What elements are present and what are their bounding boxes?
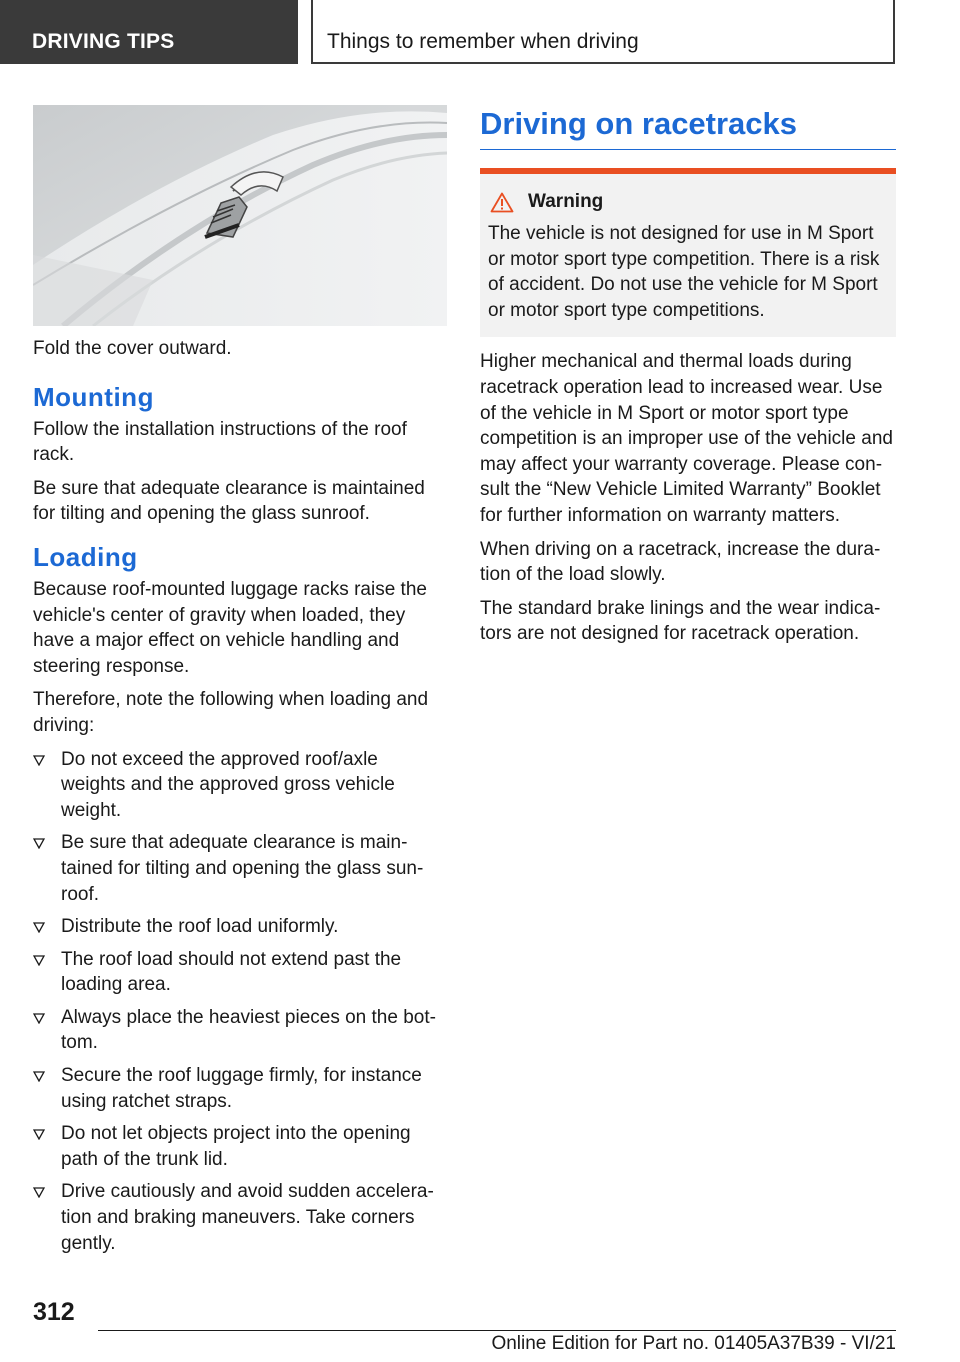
list-item-text: Always place the heaviest pieces on the bottom. — [61, 1006, 436, 1054]
left-column — [33, 105, 447, 1263]
warning-box — [480, 168, 896, 337]
list-item-text: Drive cautiously and avoid sudden acceleration and braking maneuvers. Take corners gently. — [61, 1181, 434, 1254]
list-item — [33, 747, 447, 824]
bullet-triangle-icon — [33, 1187, 45, 1198]
list-item-text: Do not let objects project into the opening path of the trunk lid. — [61, 1123, 411, 1170]
list-item — [33, 1121, 447, 1172]
bullet-triangle-icon — [33, 922, 45, 933]
roof-cover-photo — [33, 105, 447, 326]
list-item-text: Be sure that adequate clearance is maintained for tilting and opening the glass sunroof. — [61, 832, 424, 905]
list-item — [33, 947, 447, 998]
section-title: DRIVING TIPS — [32, 30, 175, 53]
footer-edition: Online Edition for Part no. 01405A37B39 - VI/21 — [491, 1333, 896, 1354]
bullet-triangle-icon — [33, 1129, 45, 1140]
list-item — [33, 1063, 447, 1114]
bullet-triangle-icon — [33, 838, 45, 849]
loading-paragraph: Because roof-mounted luggage racks raise the vehicle's center of gravity when loaded, they have a major effect on vehicle handling and steering response. — [33, 578, 427, 677]
racetrack-paragraph: Higher mechanical and thermal loads during racetrack operation lead to increased wear. Use of the vehicle in M Sport or motor sport type competition is an improper use of the vehicle and may affect your warranty coverage. Please consult the “New Vehicle Limited Warranty” Booklet for further information on warranty matters. — [480, 351, 893, 526]
mounting-paragraph: Be sure that adequate clearance is maintained for tilting and opening the glass sunroof. — [33, 477, 425, 525]
racetrack-paragraph: The standard brake linings and the wear indicators are not designed for racetrack operation. — [480, 597, 881, 645]
list-item — [33, 830, 447, 907]
chapter-tab — [311, 0, 895, 64]
mounting-heading: Mounting — [33, 381, 154, 412]
loading-list — [33, 747, 447, 1257]
footer-rule — [98, 1330, 896, 1331]
warning-triangle-icon — [490, 192, 514, 213]
photo-caption: Fold the cover outward. — [33, 338, 232, 359]
list-item-text: The roof load should not extend past the loading area. — [61, 948, 402, 996]
page-number: 312 — [33, 1298, 75, 1326]
racetrack-paragraph: When driving on a racetrack, increase the duration of the load slowly. — [480, 538, 881, 586]
right-column — [480, 105, 896, 655]
chapter-title: Things to remember when driving — [327, 30, 639, 53]
loading-paragraph: Therefore, note the following when loading and driving: — [33, 689, 429, 736]
warning-header — [488, 190, 882, 214]
mounting-paragraph: Follow the installation instructions of the roof rack. — [33, 418, 407, 466]
section-tab — [0, 0, 298, 64]
warning-title: Warning — [528, 191, 604, 212]
list-item-text: Distribute the roof load uniformly. — [61, 916, 339, 938]
list-item — [33, 1179, 447, 1256]
list-item — [33, 914, 447, 940]
bullet-triangle-icon — [33, 1071, 45, 1082]
list-item — [33, 1005, 447, 1056]
list-item-text: Secure the roof luggage firmly, for instance using ratchet straps. — [61, 1065, 422, 1112]
list-item-text: Do not exceed the approved roof/axle weights and the approved gross vehicle weight. — [61, 748, 395, 821]
warning-text: The vehicle is not designed for use in M Sport or motor sport type competition. There is a risk of accident. Do not use the vehicle for M Sport or motor sport type competitions. — [488, 223, 880, 321]
bullet-triangle-icon — [33, 755, 45, 766]
section-heading: Driving on racetracks — [480, 105, 896, 150]
bullet-triangle-icon — [33, 1013, 45, 1024]
bullet-triangle-icon — [33, 955, 45, 966]
loading-heading: Loading — [33, 541, 138, 572]
